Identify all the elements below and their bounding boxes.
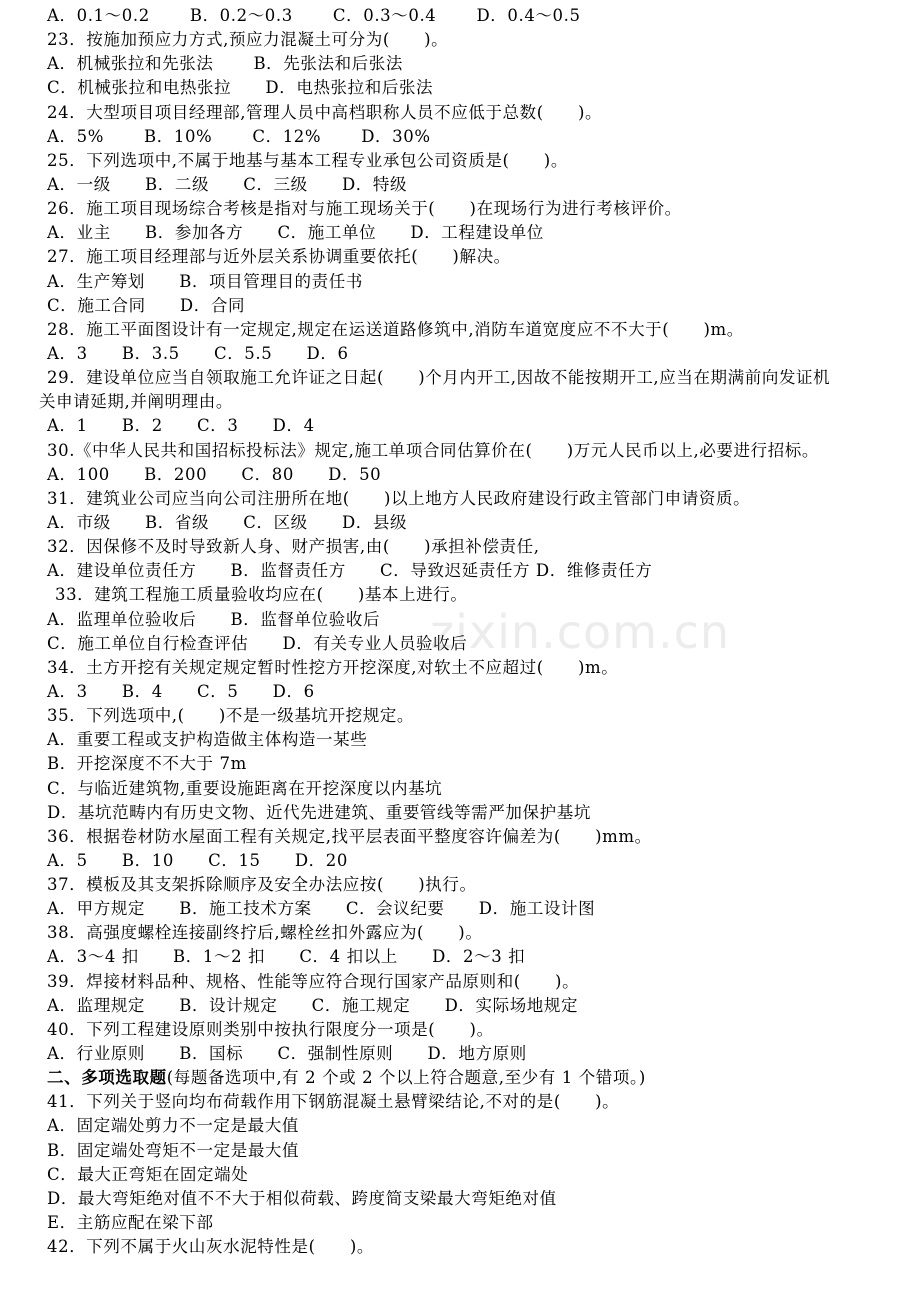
answer-options-line — [0, 559, 920, 583]
answer-options-line — [0, 270, 920, 294]
question-line — [0, 101, 920, 125]
line-text: C．施工单位自行检查评估 D．有关专业人员验收后 — [47, 633, 468, 653]
line-text: A．监理规定 B．设计规定 C．施工规定 D．实际场地规定 — [47, 995, 579, 1015]
line-text: A．机械张拉和先张法 B．先张法和后张法 — [47, 54, 403, 74]
question-line — [0, 656, 920, 680]
answer-options-line — [0, 1211, 920, 1235]
answer-options-line — [0, 4, 920, 28]
line-text: D．最大弯矩绝对值不不大于相似荷载、跨度简支梁最大弯矩绝对值 — [47, 1188, 557, 1208]
line-text: 34．土方开挖有关规定规定暂时性挖方开挖深度,对软土不应超过( )m。 — [47, 657, 619, 677]
line-text: A．监理单位验收后 B．监督单位验收后 — [47, 609, 381, 629]
line-text: (每题备选项中,有 2 个或 2 个以上符合题意,至少有 1 个错项。) — [166, 1068, 646, 1088]
answer-options-line — [0, 173, 920, 197]
answer-options-line — [0, 294, 920, 318]
answer-options-line — [0, 414, 920, 438]
line-text: E．主筋应配在梁下部 — [47, 1213, 214, 1233]
line-text: A．业主 B．参加各方 C．施工单位 D．工程建设单位 — [47, 223, 544, 243]
question-line — [0, 1090, 920, 1114]
line-text: 32．因保修不及时导致新人身、财产损害,由( )承担补偿责任, — [47, 537, 540, 557]
line-text: A．3 B．4 C．5 D．6 — [47, 681, 315, 701]
line-text: A．1 B．2 C．3 D．4 — [47, 416, 315, 436]
answer-options-line — [0, 849, 920, 873]
line-text: C．机械张拉和电热张拉 D．电热张拉和后张法 — [47, 78, 434, 98]
line-text: B．开挖深度不不大于 7m — [47, 754, 247, 774]
line-text: 27．施工项目经理部与近外层关系协调重要依托( )解决。 — [47, 247, 511, 267]
question-line — [0, 1235, 920, 1259]
line-text: A．生产筹划 B．项目管理目的责任书 — [47, 271, 363, 291]
line-text: 42．下列不属于火山灰水泥特性是( )。 — [47, 1237, 374, 1257]
line-text: A．固定端处剪力不一定是最大值 — [47, 1116, 299, 1136]
answer-options-line — [0, 752, 920, 776]
question-line — [0, 535, 920, 559]
answer-options-line — [0, 994, 920, 1018]
answer-options-line — [0, 632, 920, 656]
line-text: 24．大型项目项目经理部,管理人员中高档职称人员不应低于总数( )。 — [47, 102, 603, 122]
document-page — [0, 4, 920, 1259]
line-text: A．重要工程或支护构造做主体构造一某些 — [47, 730, 368, 750]
line-text: 28．施工平面图设计有一定规定,规定在运送道路修筑中,消防车道宽度应不不大于( )m。 — [47, 319, 744, 339]
line-text: 关申请延期,并阐明理由。 — [39, 392, 233, 412]
line-text: 23．按施加预应力方式,预应力混凝土可分为( )。 — [47, 30, 449, 50]
answer-options-line — [0, 1187, 920, 1211]
question-line — [0, 921, 920, 945]
answer-options-line — [0, 463, 920, 487]
question-line — [0, 366, 920, 390]
answer-options-line — [0, 608, 920, 632]
line-text: A．行业原则 B．国标 C．强制性原则 D．地方原则 — [47, 1044, 527, 1064]
line-text: A．市级 B．省级 C．区级 D．县级 — [47, 512, 408, 532]
answer-options-line — [0, 221, 920, 245]
answer-options-line — [0, 1163, 920, 1187]
line-text: 36．根据卷材防水屋面工程有关规定,找平层表面平整度容许偏差为( )mm。 — [47, 826, 652, 846]
line-text: A．一级 B．二级 C．三级 D．特级 — [47, 174, 408, 194]
watermark: zixin.com.cn — [430, 605, 731, 659]
answer-options-line — [0, 801, 920, 825]
line-text: A．5 B．10 C．15 D．20 — [47, 850, 348, 870]
answer-options-line — [0, 1114, 920, 1138]
answer-options-line — [0, 945, 920, 969]
answer-options-line — [0, 777, 920, 801]
question-line — [0, 197, 920, 221]
question-line — [0, 487, 920, 511]
answer-options-line — [0, 680, 920, 704]
line-text: 41．下列关于竖向均布荷载作用下钢筋混凝土悬臂梁结论,不对的是( )。 — [47, 1092, 620, 1112]
section-title: 二、多项选取题 — [47, 1068, 167, 1088]
question-line — [0, 583, 920, 607]
line-text: C．施工合同 D．合同 — [47, 295, 246, 315]
answer-options-line — [0, 1139, 920, 1163]
section-heading — [0, 1066, 920, 1090]
answer-options-line — [0, 52, 920, 76]
line-text: 26．施工项目现场综合考核是指对与施工现场关于( )在现场行为进行考核评价。 — [47, 199, 682, 219]
line-text: 33．建筑工程施工质量验收均应在( )基本上进行。 — [55, 585, 468, 605]
answer-options-line — [0, 1042, 920, 1066]
question-line — [0, 439, 920, 463]
question-line — [0, 1018, 920, 1042]
line-text: A．建设单位责任方 B．监督责任方 C．导致迟延责任方 D．维修责任方 — [47, 561, 653, 581]
line-text: A．100 B．200 C．80 D．50 — [47, 464, 382, 484]
question-line — [0, 970, 920, 994]
line-text: 39．焊接材料品种、规格、性能等应符合现行国家产品原则和( )。 — [47, 971, 580, 991]
line-text: 35．下列选项中,( )不是一级基坑开挖规定。 — [47, 706, 415, 726]
answer-options-line — [0, 125, 920, 149]
question-line — [0, 245, 920, 269]
line-text: 31．建筑业公司应当向公司注册所在地( )以上地方人民政府建设行政主管部门申请资质。 — [47, 488, 751, 508]
question-line — [0, 318, 920, 342]
line-text: 38．高强度螺栓连接副终拧后,螺栓丝扣外露应为( )。 — [47, 923, 483, 943]
line-text: C．与临近建筑物,重要设施距离在开挖深度以内基坑 — [47, 778, 443, 798]
question-continuation — [0, 390, 920, 414]
answer-options-line — [0, 76, 920, 100]
answer-options-line — [0, 728, 920, 752]
question-line — [0, 825, 920, 849]
line-text: A．3 B．3.5 C．5.5 D．6 — [47, 343, 349, 363]
line-text: 30.《中华人民共和国招标投标法》规定,施工单项合同估算价在( )万元人民币以上,必要进行招标。 — [47, 440, 820, 460]
question-line — [0, 704, 920, 728]
line-text: D．基坑范畴内有历史文物、近代先进建筑、重要管线等需严加保护基坑 — [47, 802, 591, 822]
answer-options-line — [0, 342, 920, 366]
line-text: 40．下列工程建设原则类别中按执行限度分一项是( )。 — [47, 1019, 494, 1039]
line-text: 37．模板及其支架拆除顺序及安全办法应按( )执行。 — [47, 875, 477, 895]
line-text: 29．建设单位应当自领取施工允许证之日起( )个月内开工,因故不能按期开工,应当在期满前向发证机 — [47, 368, 831, 388]
question-line — [0, 28, 920, 52]
line-text: C．最大正弯矩在固定端处 — [47, 1164, 249, 1184]
answer-options-line — [0, 511, 920, 535]
line-text: A．甲方规定 B．施工技术方案 C．会议纪要 D．施工设计图 — [47, 899, 596, 919]
question-line — [0, 149, 920, 173]
line-text: B．固定端处弯矩不一定是最大值 — [47, 1140, 300, 1160]
line-text: A．3～4 扣 B．1～2 扣 C．4 扣以上 D．2～3 扣 — [47, 947, 526, 967]
question-line — [0, 873, 920, 897]
line-text: A．5% B．10% C．12% D．30% — [47, 126, 431, 146]
line-text: 25．下列选项中,不属于地基与基本工程专业承包公司资质是( )。 — [47, 150, 568, 170]
line-text: A．0.1～0.2 B．0.2～0.3 C．0.3～0.4 D．0.4～0.5 — [47, 6, 581, 25]
answer-options-line — [0, 897, 920, 921]
